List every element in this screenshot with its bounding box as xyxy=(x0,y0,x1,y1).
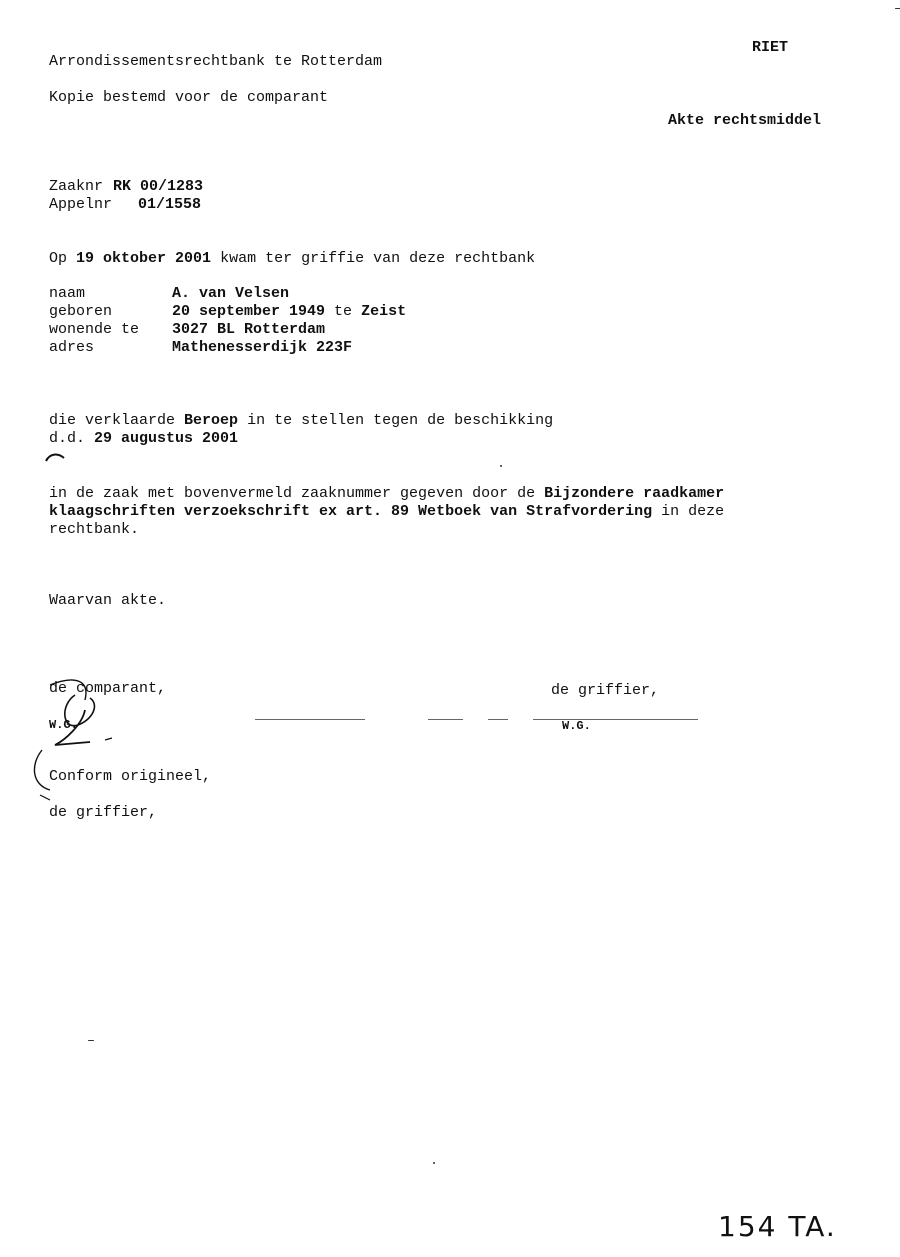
griffier-initials: W.G. xyxy=(562,719,591,733)
declaration-line-4 xyxy=(49,503,724,521)
zaaknr-label: Zaaknr xyxy=(49,178,104,195)
copy-note: Kopie bestemd voor de comparant xyxy=(49,89,329,106)
declaration-text: in de zaak met bovenvermeld zaaknummer gegeven door de xyxy=(49,485,536,502)
handwritten-signature xyxy=(30,670,130,810)
top-right-code: RIET xyxy=(752,39,789,56)
declaration-text: in te stellen tegen de beschikking xyxy=(247,412,554,429)
decision-date: 29 augustus 2001 xyxy=(94,430,239,447)
intro-date: 19 oktober 2001 xyxy=(76,250,212,267)
wonende-value: 3027 BL Rotterdam xyxy=(172,321,326,338)
declaration-line-2 xyxy=(49,430,238,448)
intro-line xyxy=(49,250,535,268)
intro-prefix: Op xyxy=(49,250,68,267)
geboren-place: Zeist xyxy=(361,303,407,320)
declaration-text: d.d. xyxy=(49,430,86,447)
adres-value: Mathenesserdijk 223F xyxy=(172,339,353,356)
declaration-text: in deze xyxy=(661,503,725,520)
scan-speck xyxy=(895,8,900,9)
declaration-line-1 xyxy=(49,412,553,430)
griffier-label: de griffier, xyxy=(551,682,660,699)
court-name: Arrondissementsrechtbank te Rotterdam xyxy=(49,53,383,70)
zaaknr-value: RK 00/1283 xyxy=(113,178,204,195)
geboren-te: te xyxy=(334,303,353,320)
handwritten-page-note: 154 TA. xyxy=(718,1210,837,1243)
signature-line xyxy=(255,719,365,720)
wonende-label: wonende te xyxy=(49,321,140,338)
closing-statement: Waarvan akte. xyxy=(49,592,167,609)
document-type: Akte rechtsmiddel xyxy=(668,112,822,129)
scan-speck xyxy=(433,1162,435,1164)
intro-suffix: kwam ter griffie van deze rechtbank xyxy=(220,250,536,267)
scan-speck xyxy=(500,465,502,467)
remedy-type: Beroep xyxy=(184,412,239,429)
geboren-date: 20 september 1949 xyxy=(172,303,326,320)
signature-line xyxy=(488,719,508,720)
naam-value: A. van Velsen xyxy=(172,285,290,302)
chamber-name: klaagschriften verzoekschrift ex art. 89 Wetboek van Strafvordering xyxy=(49,503,653,520)
pen-mark xyxy=(44,450,66,464)
geboren-label: geboren xyxy=(49,303,113,320)
griffier-closing: de griffier, xyxy=(49,804,158,821)
declaration-line-5: rechtbank. xyxy=(49,521,140,538)
chamber-name: Bijzondere raadkamer xyxy=(544,485,725,502)
adres-label: adres xyxy=(49,339,95,356)
comparant-initials: W.G. xyxy=(49,718,78,732)
conform-original: Conform origineel, xyxy=(49,768,212,785)
signature-line xyxy=(533,719,698,720)
geboren-value xyxy=(172,303,406,321)
declaration-line-3 xyxy=(49,485,724,503)
naam-label: naam xyxy=(49,285,86,302)
comparant-label: de comparant, xyxy=(49,680,167,697)
appelnr-label: Appelnr xyxy=(49,196,113,213)
declaration-text: die verklaarde xyxy=(49,412,176,429)
appelnr-value: 01/1558 xyxy=(138,196,202,213)
scan-speck xyxy=(88,1040,94,1041)
signature-line xyxy=(428,719,463,720)
